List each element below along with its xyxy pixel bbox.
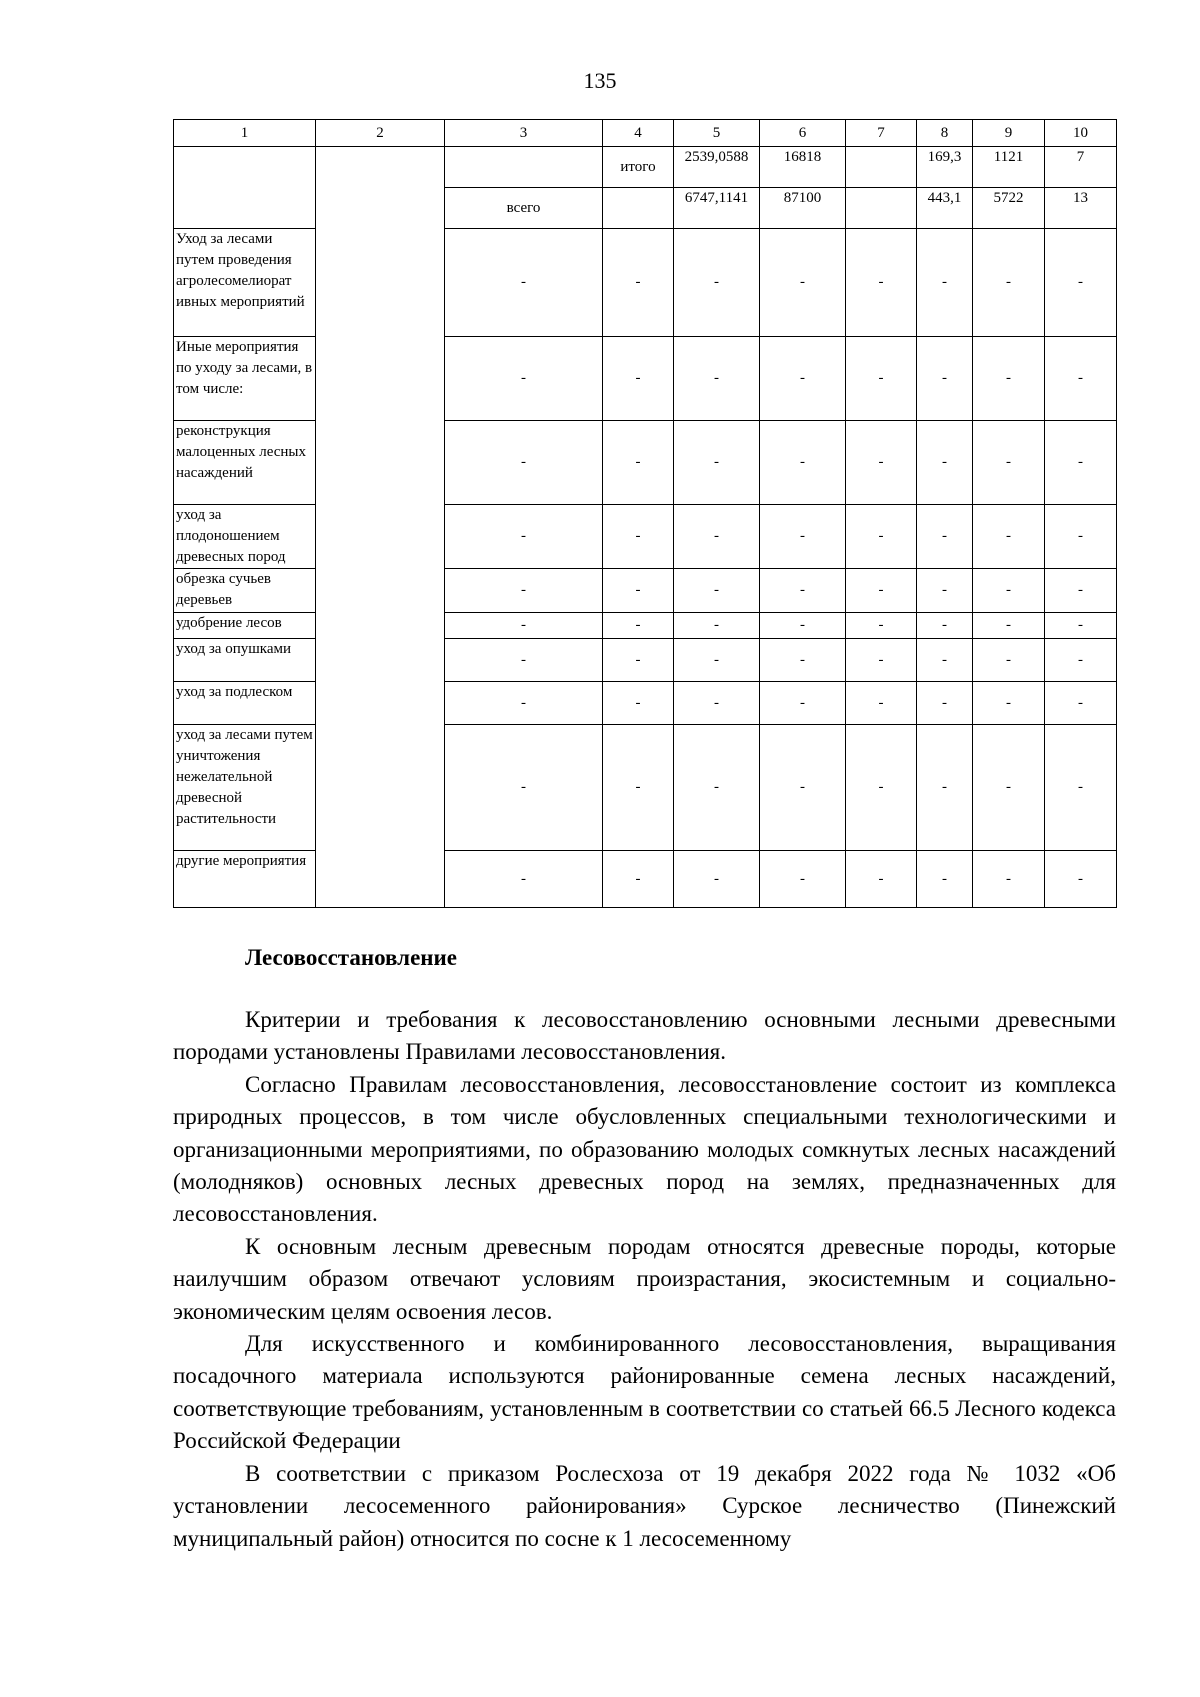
table-row [174,725,1117,851]
dash-cell: - [1045,725,1117,851]
cell: 2539,0588 [674,147,760,188]
section-heading: Лесовосстановление [245,945,457,970]
dash-cell: - [760,639,846,682]
cell: 6747,1141 [674,188,760,229]
dash-cell: - [445,569,603,613]
dash-cell: - [917,505,973,569]
table-row [174,682,1117,725]
cell: 169,3 [917,147,973,188]
table-header-row [174,120,1117,147]
dash-cell: - [674,682,760,725]
cell: 443,1 [917,188,973,229]
forest-care-table [173,119,1117,908]
table-row [174,337,1117,421]
dash-cell: - [917,421,973,505]
dash-cell: - [973,725,1045,851]
dash-cell: - [917,337,973,421]
empty-cell [316,147,445,908]
header-cell: 9 [973,120,1045,147]
table-row [174,569,1117,613]
dash-cell: - [917,613,973,639]
paragraph: Критерии и требования к лесовосстановлению основными лесными древесными породами установлены Правилами лесовосстановления. [173,1007,1116,1065]
activity-label: обрезка сучьев деревьев [174,569,316,613]
dash-cell: - [973,569,1045,613]
dash-cell: - [917,639,973,682]
dash-cell: - [846,725,917,851]
dash-cell: - [846,229,917,337]
dash-cell: - [846,613,917,639]
table-row [174,851,1117,908]
dash-cell: - [1045,337,1117,421]
dash-cell: - [846,851,917,908]
page-number: 135 [583,68,617,93]
activity-label: уход за опушками [174,639,316,682]
dash-cell: - [1045,613,1117,639]
header-cell: 2 [316,120,445,147]
dash-cell: - [674,851,760,908]
dash-cell: - [917,682,973,725]
header-cell: 5 [674,120,760,147]
table-row-itogo [174,147,1117,188]
header-cell: 7 [846,120,917,147]
dash-cell: - [1045,569,1117,613]
header-cell: 6 [760,120,846,147]
dash-cell: - [973,421,1045,505]
dash-cell: - [603,505,674,569]
dash-cell: - [846,337,917,421]
dash-cell: - [973,639,1045,682]
cell: 16818 [760,147,846,188]
activity-label: уход за подлеском [174,682,316,725]
dash-cell: - [1045,229,1117,337]
dash-cell: - [973,851,1045,908]
dash-cell: - [973,229,1045,337]
activity-label: другие мероприятия [174,851,316,908]
dash-cell: - [674,337,760,421]
dash-cell: - [603,337,674,421]
dash-cell: - [445,337,603,421]
dash-cell: - [846,682,917,725]
cell: 1121 [973,147,1045,188]
dash-cell: - [846,639,917,682]
dash-cell: - [973,613,1045,639]
dash-cell: - [917,725,973,851]
dash-cell: - [603,613,674,639]
activity-label: Уход за лесами путем проведения агролесомелиорат ивных мероприятий [174,229,316,337]
empty-cell [174,147,316,229]
dash-cell: - [760,505,846,569]
dash-cell: - [973,505,1045,569]
dash-cell: - [846,569,917,613]
header-cell: 4 [603,120,674,147]
dash-cell: - [674,639,760,682]
dash-cell: - [674,505,760,569]
dash-cell: - [674,613,760,639]
paragraph: Для искусственного и комбинированного лесовосстановления, выращивания посадочного материала используются районированные семена лесных насаждений, соответствующие требованиям, установленным в соответствии со статьей 66.5 Лесного кодекса Российской Федерации [173,1331,1116,1454]
dash-cell: - [917,851,973,908]
activity-label: уход за плодоношением древесных пород [174,505,316,569]
dash-cell: - [760,851,846,908]
header-cell: 8 [917,120,973,147]
header-cell: 10 [1045,120,1117,147]
paragraph: К основным лесным древесным породам относятся древесные породы, которые наилучшим образом отвечают условиям произрастания, экосистемным и социально-экономическим целям освоения лесов. [173,1233,1116,1324]
dash-cell: - [917,229,973,337]
dash-cell: - [973,337,1045,421]
dash-cell: - [603,851,674,908]
paragraph: В соответствии с приказом Рослесхоза от 19 декабря 2022 года № 1032 «Об установлении лесосеменного районирования» Сурское лесничество (Пинежский муниципальный район) относится по сосне к 1 лесосеменному [173,1460,1116,1551]
dash-cell: - [445,639,603,682]
dash-cell: - [760,229,846,337]
activity-label: удобрение лесов [174,613,316,639]
empty-cell [603,188,674,229]
activity-label: Иные мероприятия по уходу за лесами, в том числе: [174,337,316,421]
cell: 13 [1045,188,1117,229]
header-cell: 3 [445,120,603,147]
dash-cell: - [445,229,603,337]
dash-cell: - [846,421,917,505]
dash-cell: - [973,682,1045,725]
dash-cell: - [1045,639,1117,682]
itogo-label: итого [603,147,674,188]
table-row [174,639,1117,682]
cell: 7 [1045,147,1117,188]
dash-cell: - [760,337,846,421]
table-row [174,229,1117,337]
table-row [174,505,1117,569]
body-text [173,1004,1116,1555]
activity-label: реконструкция малоценных лесных насаждений [174,421,316,505]
dash-cell: - [445,682,603,725]
dash-cell: - [603,725,674,851]
dash-cell: - [1045,421,1117,505]
dash-cell: - [1045,851,1117,908]
table-row [174,421,1117,505]
dash-cell: - [445,725,603,851]
empty-cell [445,147,603,188]
cell [846,188,917,229]
dash-cell: - [603,229,674,337]
dash-cell: - [603,421,674,505]
paragraph: Согласно Правилам лесовосстановления, лесовосстановление состоит из комплекса природных процессов, в том числе обусловленных специальными технологическими и организационными мероприятиями, по образованию молодых сомкнутых лесных насаждений (молодняков) основных лесных древесных пород на землях, предназначенных для лесовосстановления. [173,1071,1116,1227]
dash-cell: - [603,569,674,613]
cell: 5722 [973,188,1045,229]
dash-cell: - [674,421,760,505]
activity-label: уход за лесами путем уничтожения нежелательной древесной растительности [174,725,316,851]
dash-cell: - [760,569,846,613]
dash-cell: - [760,682,846,725]
dash-cell: - [1045,505,1117,569]
dash-cell: - [445,421,603,505]
dash-cell: - [846,505,917,569]
dash-cell: - [445,505,603,569]
vsego-label: всего [445,188,603,229]
table-row [174,613,1117,639]
dash-cell: - [674,569,760,613]
cell [846,147,917,188]
header-cell: 1 [174,120,316,147]
dash-cell: - [603,682,674,725]
dash-cell: - [674,725,760,851]
dash-cell: - [760,725,846,851]
dash-cell: - [445,613,603,639]
cell: 87100 [760,188,846,229]
dash-cell: - [674,229,760,337]
dash-cell: - [760,421,846,505]
dash-cell: - [917,569,973,613]
dash-cell: - [760,613,846,639]
dash-cell: - [1045,682,1117,725]
dash-cell: - [603,639,674,682]
dash-cell: - [445,851,603,908]
